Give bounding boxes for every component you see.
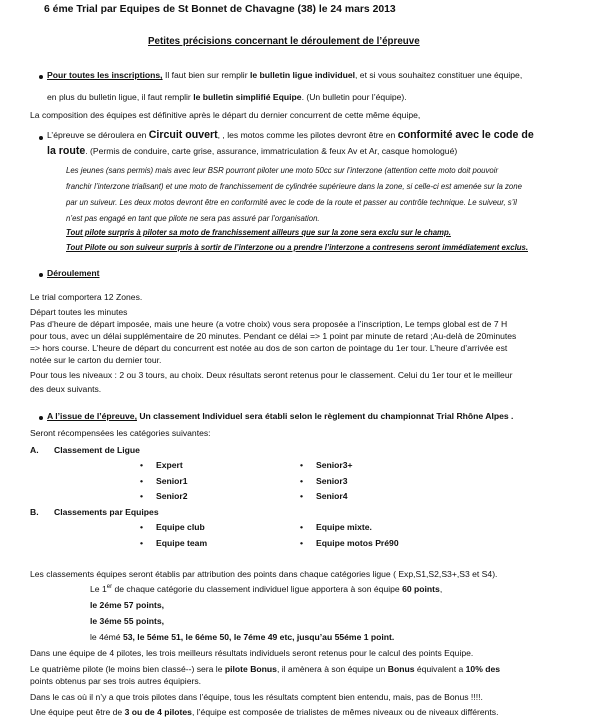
bullet-icon xyxy=(39,75,43,79)
deroulement-line: Pas d’heure de départ imposée, mais une heure (a votre choix) vous sera proposée a l’inscription, Le temps global est de 7 H xyxy=(30,319,508,329)
final-text: équivalent a xyxy=(414,664,466,674)
list-bullet-icon: • xyxy=(140,522,144,532)
list-bullet-icon: • xyxy=(300,538,304,548)
bonus-label: Bonus xyxy=(387,664,415,674)
deroulement-heading: Déroulement xyxy=(47,268,100,278)
inscriptions-line-1 xyxy=(47,70,522,81)
category-item: Senior3 xyxy=(316,476,348,486)
warning-line: Tout pilote surpris à piloter sa moto de franchissement ailleurs que sur la zone sera exclu sur le champ. xyxy=(66,228,451,237)
category-item: Senior4 xyxy=(316,491,348,501)
final-line: points obtenus par ses trois autres équipiers. xyxy=(30,676,202,686)
points-text: , xyxy=(439,584,443,594)
category-item: Equipe mixte. xyxy=(316,522,372,532)
route-label: la route xyxy=(47,145,86,157)
list-bullet-icon: • xyxy=(300,522,304,532)
circuit-text: L’épreuve se déroulera en xyxy=(47,130,149,140)
final-line: Dans une équipe de 4 pilotes, les trois meilleurs résultats individuels seront retenus pour le calcul des points Equipe. xyxy=(30,648,474,658)
bullet-icon xyxy=(39,136,43,140)
composition-text: La composition des équipes est définitive après le départ du dernier concurrent de cette même équipe, xyxy=(30,110,421,120)
category-item: Senior2 xyxy=(156,491,188,501)
points-value: 53, le 5éme 51, le 6éme 50, le 7éme 49 etc, jusqu’au 55éme 1 point. xyxy=(122,632,395,642)
deroulement-line: pour tous, avec un délai supplémentaire de 20 minutes. Pendant ce délai => 1 point par minute de retard ;Au-delà de 20minutes xyxy=(30,331,517,341)
inscriptions-text: Il faut bien sur remplir xyxy=(162,70,250,80)
category-item: Expert xyxy=(156,460,183,470)
points-text: le 4émé xyxy=(90,632,123,642)
list-bullet-icon: • xyxy=(140,538,144,548)
inscriptions-heading: Pour toutes les inscriptions, xyxy=(47,70,163,80)
final-line xyxy=(30,664,500,675)
deroulement-line: Le trial comportera 12 Zones. xyxy=(30,292,143,302)
final-text: Une équipe peut être de xyxy=(30,707,125,717)
italic-line: franchir l’interzone trialisant) et une moto de franchissement de cylindrée supérieure dans la zone, si celle-ci est amenée sur la zone xyxy=(66,182,522,191)
deroulement-line: Départ toutes les minutes xyxy=(30,307,128,317)
category-item: Equipe motos Pré90 xyxy=(316,538,399,548)
deroulement-line: Pour tous les niveaux : 2 ou 3 tours, au choix. Deux résultats seront retenus pour le classement. Celui du 1er tour et le meilleur xyxy=(30,370,513,380)
list-bullet-icon: • xyxy=(140,476,144,486)
document-title: 6 éme Trial par Equipes de St Bonnet de Chavagne (38) le 24 mars 2013 xyxy=(44,4,396,15)
issue-text: Un classement Individuel sera établi selon le règlement du championnat Trial Rhône Alpes . xyxy=(136,411,514,421)
italic-line: n’est pas engagé en tant que pilote ne sera pas assuré par l’organisation. xyxy=(66,214,320,223)
italic-line: Les jeunes (sans permis) mais avec leur BSR pourront piloter une moto 50cc sur l’interzone (attention cette moto doit pouvoir xyxy=(66,166,499,175)
pilot-count-label: 3 ou de 4 pilotes xyxy=(124,707,192,717)
italic-line: par un suiveur. Les deux motos devront être en conformité avec le code de la route et passer au contrôle technique. Le suiveur, s’il xyxy=(66,198,517,207)
points-superscript: er xyxy=(106,584,113,591)
circuit-line-1 xyxy=(47,130,534,141)
points-line-4 xyxy=(90,632,394,643)
list-bullet-icon: • xyxy=(300,476,304,486)
list-bullet-icon: • xyxy=(140,460,144,470)
bulletin-ligue-label: le bulletin ligue individuel xyxy=(249,70,356,80)
inscriptions-text: . (Un bulletin pour l’équipe). xyxy=(301,92,407,102)
code-route-label: conformité avec le code de xyxy=(397,129,534,141)
bulletin-equipe-label: le bulletin simplifié Equipe xyxy=(193,92,302,102)
inscriptions-text: en plus du bulletin ligue, il faut remplir xyxy=(47,92,194,102)
recompense-text: Seront récompensées les catégories suivantes: xyxy=(30,428,211,438)
final-text: Le quatrième pilote (le moins bien classé--) sera le xyxy=(30,664,225,674)
circuit-text: . (Permis de conduire, carte grise, assurance, immatriculation & feux Av et Ar, casque homologué) xyxy=(85,146,458,156)
inscriptions-text: , et si vous souhaitez constituer une équipe, xyxy=(355,70,523,80)
section-a-heading: Classement de Ligue xyxy=(54,445,140,455)
points-text: de chaque catégorie du classement individuel ligue apportera à son équipe xyxy=(112,584,403,594)
equipes-intro: Les classements équipes seront établis par attribution des points dans chaque catégories ligue ( Exp,S1,S2,S3+,S3 et S4). xyxy=(30,569,498,579)
inscriptions-line-2 xyxy=(47,92,407,103)
deroulement-line: des deux suivants. xyxy=(30,384,102,394)
final-line: Dans le cas où il n’y a que trois pilotes dans l’équipe, tous les résultats comptent bien entendu, mais, pas de Bonus !!!!. xyxy=(30,692,483,702)
circuit-text: , , les motos comme les pilotes devront être en xyxy=(217,130,398,140)
final-text: , il amènera à son équipe un xyxy=(276,664,388,674)
final-line xyxy=(30,707,498,718)
deroulement-line: notée sur le carton du dernier tour. xyxy=(30,355,162,365)
issue-heading: A l’issue de l’épreuve, xyxy=(47,411,137,421)
warning-line: Tout Pilote ou son suiveur surpris à sortir de l’interzone ou a prendre l’interzone a contresens seront immédiatement exclus. xyxy=(66,243,528,252)
points-text: Le 1 xyxy=(90,584,107,594)
pilote-bonus-label: pilote Bonus xyxy=(224,664,277,674)
section-b-letter: B. xyxy=(30,507,39,517)
list-bullet-icon: • xyxy=(300,491,304,501)
list-bullet-icon: • xyxy=(300,460,304,470)
points-value: 60 points xyxy=(402,584,440,594)
final-text: , l’équipe est composée de trialistes de mêmes niveaux ou de niveaux différents. xyxy=(191,707,499,717)
points-line-3: le 3éme 55 points, xyxy=(90,616,165,626)
category-item: Senior3+ xyxy=(316,460,353,470)
issue-line xyxy=(47,411,513,422)
list-bullet-icon: • xyxy=(140,491,144,501)
category-item: Equipe club xyxy=(156,522,205,532)
points-line-1 xyxy=(90,584,442,595)
bonus-value: 10% des xyxy=(465,664,501,674)
points-line-2: le 2éme 57 points, xyxy=(90,600,165,610)
circuit-line-2 xyxy=(47,146,457,157)
category-item: Senior1 xyxy=(156,476,188,486)
category-item: Equipe team xyxy=(156,538,208,548)
document-subtitle: Petites précisions concernant le déroulement de l’épreuve xyxy=(148,36,420,47)
bullet-icon xyxy=(39,273,43,277)
bullet-icon xyxy=(39,416,43,420)
section-b-heading: Classements par Equipes xyxy=(54,507,159,517)
deroulement-line: => hors course. L’heure de départ du concurrent est notée au dos de son carton de pointage du 1er tour. L’heure d’arrivée est xyxy=(30,343,508,353)
section-a-letter: A. xyxy=(30,445,39,455)
circuit-ouvert-label: Circuit ouvert xyxy=(148,129,218,141)
